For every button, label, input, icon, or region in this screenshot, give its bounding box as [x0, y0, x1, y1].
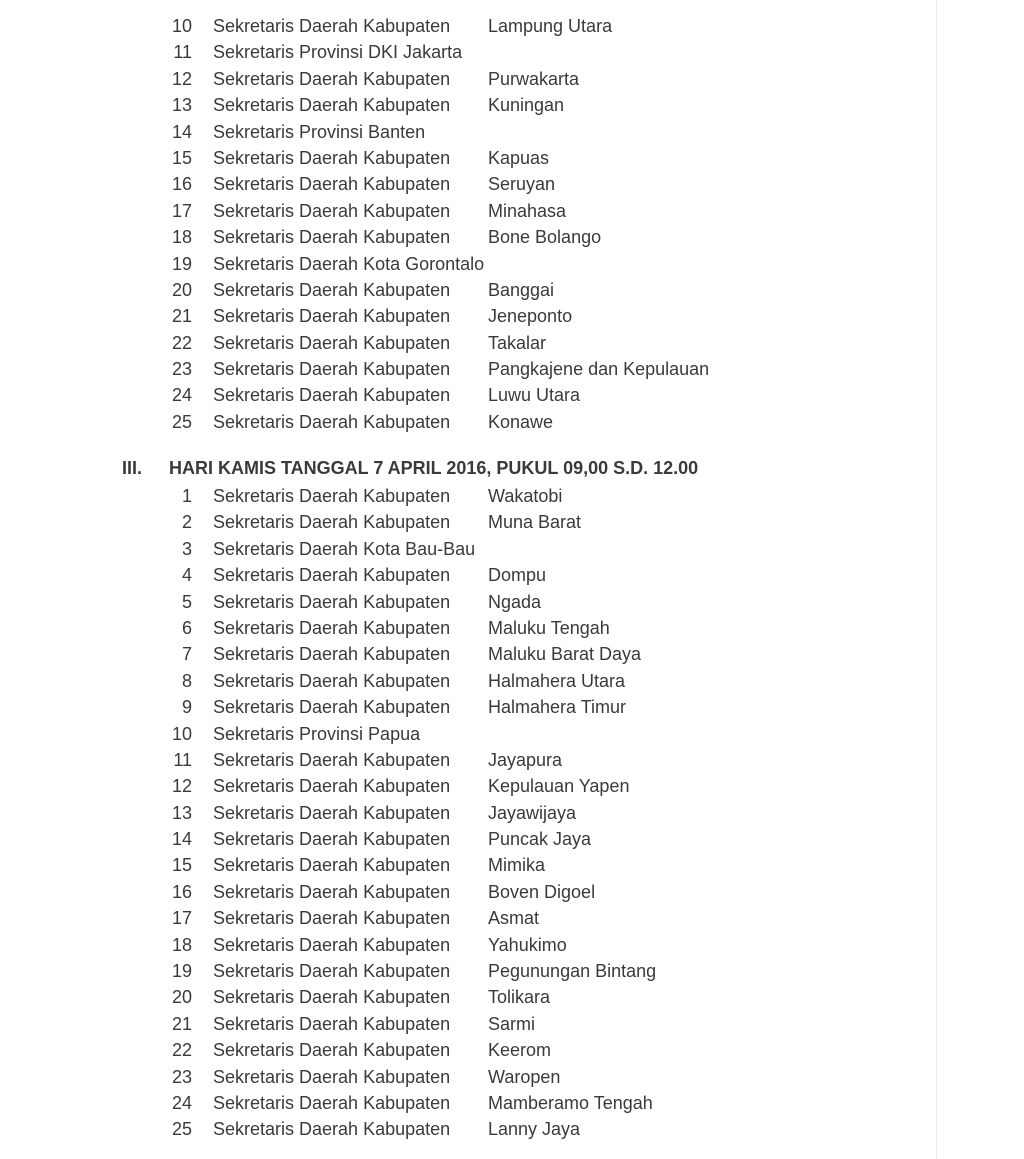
item-number: 15: [171, 855, 192, 876]
list-item: [0, 1064, 1024, 1090]
item-number: 5: [181, 591, 192, 612]
item-office-title: Sekretaris Daerah Kabupaten: [213, 617, 451, 638]
item-region-name: Purwakarta: [488, 68, 580, 89]
item-number: 17: [171, 200, 192, 221]
item-region-name: Maluku Barat Daya: [488, 644, 642, 665]
item-region-name: Jayapura: [488, 749, 563, 770]
list-item: [0, 668, 1024, 694]
item-number: 19: [171, 253, 192, 274]
item-office-title: Sekretaris Daerah Kabupaten: [213, 1066, 451, 1087]
item-region-name: Maluku Tengah: [488, 617, 610, 638]
list-item: [0, 1116, 1024, 1142]
item-region-name: Waropen: [488, 1066, 561, 1087]
item-region-name: Wakatobi: [488, 486, 563, 506]
list-item: [0, 932, 1024, 958]
item-region-name: Seruyan: [488, 174, 556, 195]
item-region-name: Takalar: [488, 332, 547, 353]
item-number: 23: [171, 1066, 192, 1087]
item-region-name: Kuningan: [488, 95, 565, 116]
list-item: [0, 1037, 1024, 1063]
list-item: [0, 800, 1024, 826]
list-item: [0, 382, 1024, 408]
item-number: 24: [171, 1092, 192, 1113]
list-item: [0, 509, 1024, 535]
item-region-name: Mimika: [488, 855, 545, 876]
list-item: [0, 694, 1024, 720]
item-office-title: Sekretaris Daerah Kabupaten: [213, 961, 451, 982]
item-office-title: Sekretaris Daerah Kabupaten: [213, 95, 451, 116]
list-item: [0, 747, 1024, 773]
item-region-name: Sarmi: [488, 1013, 536, 1034]
item-number: 12: [171, 68, 192, 89]
item-number: 21: [171, 1013, 192, 1034]
item-number: 19: [171, 961, 192, 982]
item-number: 6: [181, 617, 192, 638]
list-item: [0, 826, 1024, 852]
item-number: 16: [171, 881, 192, 902]
list-item: [0, 330, 1024, 356]
item-office-title: Sekretaris Daerah Kabupaten: [213, 332, 451, 353]
item-region-name: Mamberamo Tengah: [488, 1092, 653, 1113]
list-item: [0, 984, 1024, 1010]
item-office-title: Sekretaris Daerah Kota Gorontalo: [213, 253, 485, 274]
item-region-name: Yahukimo: [488, 934, 567, 955]
item-office-title: Sekretaris Daerah Kabupaten: [213, 591, 451, 612]
list-item: [0, 1011, 1024, 1037]
item-number: 24: [171, 385, 192, 406]
item-office-title: Sekretaris Daerah Kabupaten: [213, 385, 451, 406]
item-office-title: Sekretaris Daerah Kota Bau-Bau: [213, 538, 476, 559]
item-number: 17: [171, 908, 192, 929]
item-number: 20: [171, 987, 192, 1008]
item-number: 25: [171, 1119, 192, 1140]
item-office-title: Sekretaris Daerah Kabupaten: [213, 68, 451, 89]
item-region-name: Muna Barat: [488, 512, 582, 533]
list-item: [0, 171, 1024, 197]
item-region-name: Lampung Utara: [488, 16, 613, 36]
item-number: 15: [171, 147, 192, 168]
item-office-title: Sekretaris Daerah Kabupaten: [213, 908, 451, 929]
list-item: [0, 1090, 1024, 1116]
item-number: 22: [171, 332, 192, 353]
item-office-title: Sekretaris Daerah Kabupaten: [213, 486, 451, 506]
list-item: [0, 303, 1024, 329]
item-office-title: Sekretaris Daerah Kabupaten: [213, 749, 451, 770]
item-region-name: Halmahera Utara: [488, 670, 626, 691]
item-number: 25: [171, 411, 192, 432]
item-region-name: Puncak Jaya: [488, 829, 592, 850]
item-number: 3: [181, 538, 192, 559]
list-item: [0, 251, 1024, 277]
item-office-title: Sekretaris Daerah Kabupaten: [213, 934, 451, 955]
item-office-title: Sekretaris Daerah Kabupaten: [213, 16, 451, 36]
item-office-title: Sekretaris Daerah Kabupaten: [213, 227, 451, 248]
item-office-title: Sekretaris Daerah Kabupaten: [213, 565, 451, 586]
item-number: 14: [171, 829, 192, 850]
list-item: [0, 905, 1024, 931]
item-region-name: Tolikara: [488, 987, 551, 1008]
section-iii-heading: [0, 454, 1024, 482]
list-item: [0, 721, 1024, 747]
item-region-name: Jeneponto: [488, 306, 573, 327]
item-region-name: Keerom: [488, 1040, 552, 1061]
item-region-name: Banggai: [488, 279, 555, 300]
item-number: 14: [171, 121, 192, 142]
item-office-title: Sekretaris Daerah Kabupaten: [213, 174, 451, 195]
item-number: 18: [171, 934, 192, 955]
item-office-title: Sekretaris Daerah Kabupaten: [213, 1040, 451, 1061]
item-office-title: Sekretaris Daerah Kabupaten: [213, 1092, 451, 1113]
item-office-title: Sekretaris Daerah Kabupaten: [213, 359, 451, 380]
item-office-title: Sekretaris Daerah Kabupaten: [213, 1013, 451, 1034]
list-item: [0, 879, 1024, 905]
item-region-name: Ngada: [488, 591, 542, 612]
item-region-name: Pegunungan Bintang: [488, 961, 657, 982]
list-item: [0, 119, 1024, 145]
list-item: [0, 852, 1024, 878]
list-item: [0, 409, 1024, 435]
item-number: 23: [171, 359, 192, 380]
item-number: 7: [181, 644, 192, 665]
item-region-name: Kepulauan Yapen: [488, 776, 630, 797]
list-item: [0, 39, 1024, 65]
item-number: 11: [173, 749, 192, 770]
item-region-name: Dompu: [488, 565, 547, 586]
item-office-title: Sekretaris Daerah Kabupaten: [213, 776, 451, 797]
item-number: 8: [181, 670, 192, 691]
item-number: 10: [171, 723, 192, 744]
item-office-title: Sekretaris Provinsi Papua: [213, 723, 421, 744]
item-office-title: Sekretaris Daerah Kabupaten: [213, 200, 451, 221]
list-item: [0, 224, 1024, 250]
list-item: [0, 589, 1024, 615]
item-number: 22: [171, 1040, 192, 1061]
section-ii-list: [0, 13, 1024, 435]
list-item: [0, 615, 1024, 641]
item-office-title: Sekretaris Daerah Kabupaten: [213, 697, 451, 718]
list-item: [0, 198, 1024, 224]
list-item: [0, 13, 1024, 39]
list-item: [0, 483, 1024, 509]
item-number: 4: [181, 565, 192, 586]
item-office-title: Sekretaris Daerah Kabupaten: [213, 802, 451, 823]
item-office-title: Sekretaris Daerah Kabupaten: [213, 670, 451, 691]
item-office-title: Sekretaris Daerah Kabupaten: [213, 987, 451, 1008]
item-region-name: Minahasa: [488, 200, 567, 221]
list-item: [0, 356, 1024, 382]
item-office-title: Sekretaris Daerah Kabupaten: [213, 147, 451, 168]
item-office-title: Sekretaris Daerah Kabupaten: [213, 829, 451, 850]
item-office-title: Sekretaris Daerah Kabupaten: [213, 306, 451, 327]
item-number: 16: [171, 174, 192, 195]
item-office-title: Sekretaris Provinsi DKI Jakarta: [213, 42, 463, 63]
item-number: 10: [171, 16, 192, 36]
list-item: [0, 773, 1024, 799]
item-number: 11: [173, 42, 192, 63]
item-number: 20: [171, 279, 192, 300]
item-region-name: Kapuas: [488, 147, 550, 168]
item-office-title: Sekretaris Provinsi Banten: [213, 121, 426, 142]
item-number: 1: [181, 486, 192, 506]
item-region-name: Luwu Utara: [488, 385, 581, 406]
item-number: 9: [181, 697, 192, 718]
item-region-name: Pangkajene dan Kepulauan: [488, 359, 710, 380]
item-office-title: Sekretaris Daerah Kabupaten: [213, 881, 451, 902]
section-iii-roman-numeral: III.: [122, 458, 143, 478]
list-item: [0, 277, 1024, 303]
item-region-name: Boven Digoel: [488, 881, 596, 902]
list-item: [0, 145, 1024, 171]
item-number: 13: [171, 95, 192, 116]
item-region-name: Halmahera Timur: [488, 697, 627, 718]
item-region-name: Bone Bolango: [488, 227, 602, 248]
list-item: [0, 92, 1024, 118]
item-office-title: Sekretaris Daerah Kabupaten: [213, 411, 451, 432]
section-iii-list: [0, 483, 1024, 1143]
item-number: 13: [171, 802, 192, 823]
item-office-title: Sekretaris Daerah Kabupaten: [213, 855, 451, 876]
item-region-name: Jayawijaya: [488, 802, 577, 823]
item-office-title: Sekretaris Daerah Kabupaten: [213, 512, 451, 533]
item-office-title: Sekretaris Daerah Kabupaten: [213, 279, 451, 300]
item-number: 12: [171, 776, 192, 797]
list-item: [0, 562, 1024, 588]
list-item: [0, 641, 1024, 667]
item-region-name: Konawe: [488, 411, 554, 432]
list-item: [0, 66, 1024, 92]
item-office-title: Sekretaris Daerah Kabupaten: [213, 644, 451, 665]
item-office-title: Sekretaris Daerah Kabupaten: [213, 1119, 451, 1140]
item-number: 18: [171, 227, 192, 248]
section-iii-heading-text: HARI KAMIS TANGGAL 7 APRIL 2016, PUKUL 09,00 S.D. 12.00: [169, 458, 699, 478]
item-number: 2: [181, 512, 192, 533]
item-number: 21: [171, 306, 192, 327]
item-region-name: Lanny Jaya: [488, 1119, 581, 1140]
list-item: [0, 958, 1024, 984]
item-region-name: Asmat: [488, 908, 540, 929]
list-item: [0, 536, 1024, 562]
